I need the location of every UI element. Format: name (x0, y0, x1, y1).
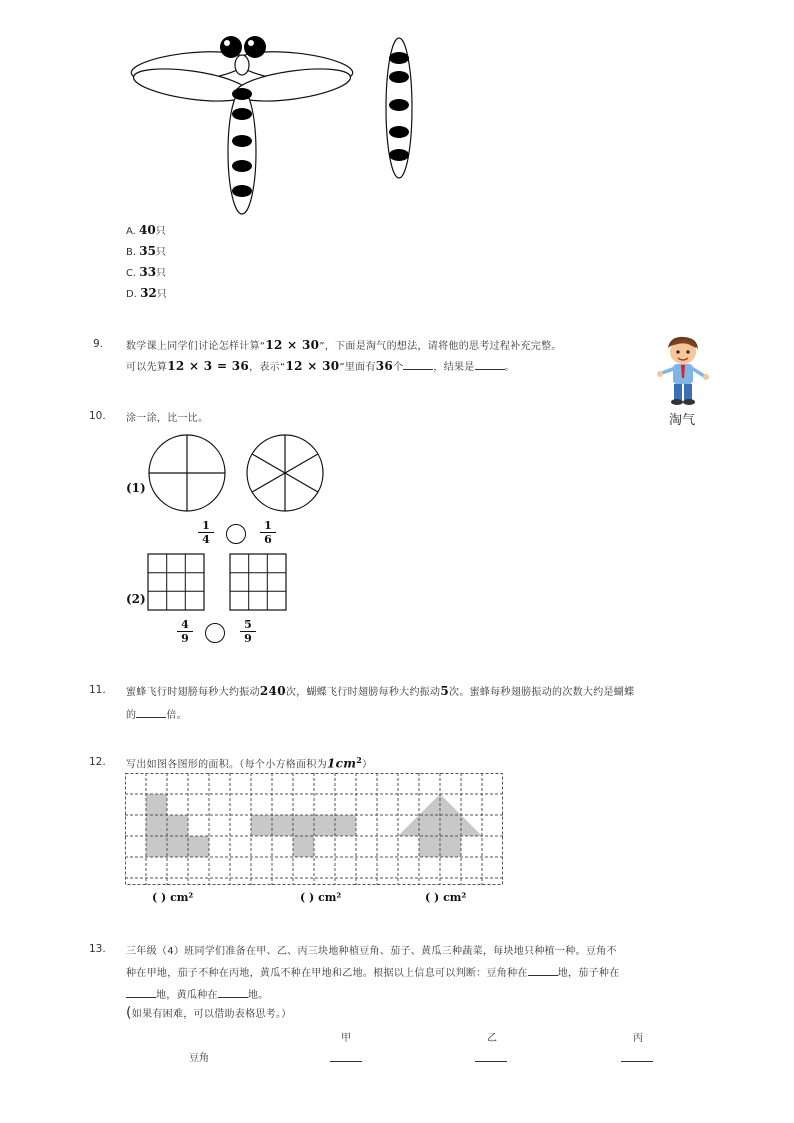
q11-line2: 的 倍。 (126, 706, 187, 721)
q12-text: 写出如图各图形的面积。（每个小方格面积为$1cm^2$） (126, 755, 373, 771)
question-number: 12. (89, 756, 106, 768)
answer-blank[interactable] (528, 965, 558, 976)
answer-area[interactable]: ( ) cm² (425, 891, 467, 904)
dragonfly-thorax (235, 55, 249, 75)
q9-line1: 数学课上同学们讨论怎样计算“12 × 30”，下面是淘气的想法，请将他的思考过程补充完整。 (126, 338, 562, 352)
option-number: 32 (140, 286, 157, 300)
option-number: 40 (139, 223, 156, 237)
table-header-yi: 乙 (487, 1033, 497, 1044)
grid-nine-left[interactable] (147, 553, 205, 611)
answer-blank[interactable] (330, 1060, 362, 1062)
q9-line2: 可以先算12 × 3 = 36，表示“12 × 30”里面有36个 ，结果是 。 (126, 359, 515, 373)
option-c[interactable] (126, 264, 166, 279)
option-b[interactable] (126, 243, 166, 258)
q13-line1: 三年级（4）班同学们准备在甲、乙、丙三块地种植豆角、茄子、黄瓜三种蔬菜，每块地只种植一种。豆角不 (126, 946, 617, 957)
table-header-bing: 丙 (633, 1033, 643, 1044)
dragonfly-eye-right (244, 36, 266, 58)
answer-blank[interactable] (475, 359, 505, 370)
option-letter: B. (126, 247, 140, 258)
grid-nine-right[interactable] (229, 553, 287, 611)
question-number: 13. (89, 943, 106, 955)
compare-circle[interactable] (205, 623, 225, 643)
option-letter: D. (126, 289, 141, 300)
option-letter: A. (126, 226, 140, 237)
option-unit: 只 (156, 268, 167, 279)
option-d[interactable] (126, 285, 167, 300)
option-number: 35 (139, 244, 156, 258)
option-unit: 只 (155, 247, 166, 258)
q13-line3: 地，黄瓜种在 地。 (126, 986, 268, 1001)
part-label: (1) (126, 481, 146, 495)
answer-blank[interactable] (136, 707, 166, 718)
answer-blank[interactable] (126, 987, 156, 998)
answer-blank[interactable] (218, 987, 248, 998)
question-number: 11. (89, 684, 106, 696)
compare-circle[interactable] (226, 524, 246, 544)
option-unit: 只 (156, 289, 167, 300)
q13-hint: (如果有困难，可以借助表格思考。） (126, 1005, 292, 1021)
fraction-one-quarter: $\frac{1}{4}$ (198, 519, 214, 547)
part-label: (2) (126, 592, 146, 606)
answer-area[interactable]: ( ) cm² (152, 891, 194, 904)
option-letter: C. (126, 268, 140, 279)
answer-blank[interactable] (621, 1060, 653, 1062)
answer-blank[interactable] (403, 359, 433, 370)
option-number: 33 (139, 265, 157, 279)
taoqi-character-image (652, 334, 712, 410)
option-a[interactable] (126, 222, 166, 237)
q13-line2: 种在甲地，茄子不种在丙地，黄瓜不种在甲地和乙地。根据以上信息可以判断：豆角种在 地，茄子种在 (126, 964, 620, 979)
fraction-four-ninths: $\frac{4}{9}$ (177, 618, 193, 646)
dragonfly-eye-left (220, 36, 242, 58)
q11-line1: 蜜蜂飞行时翅膀每秒大约振动240次，蝴蝶飞行时翅膀每秒大约振动5次。蜜蜂每秒翅膀振动的次数大约是蝴蝶 (126, 684, 635, 698)
q10-text: 涂一涂，比一比。 (126, 413, 209, 424)
answer-area[interactable]: ( ) cm² (300, 891, 342, 904)
character-name: 淘气 (669, 413, 696, 428)
circle-quarters[interactable] (146, 432, 228, 514)
option-unit: 只 (155, 226, 166, 237)
question-number: 10. (89, 410, 106, 422)
fraction-one-sixth: $\frac{1}{6}$ (260, 519, 276, 547)
circle-sixths[interactable] (244, 432, 326, 514)
area-grid (125, 773, 503, 885)
question-number: 9. (93, 338, 104, 350)
dragonfly-figure (125, 30, 445, 220)
table-row-label: 豆角 (189, 1053, 209, 1064)
fraction-five-ninths: $\frac{5}{9}$ (240, 618, 256, 646)
answer-blank[interactable] (475, 1060, 507, 1062)
table-header-jia: 甲 (341, 1033, 351, 1044)
